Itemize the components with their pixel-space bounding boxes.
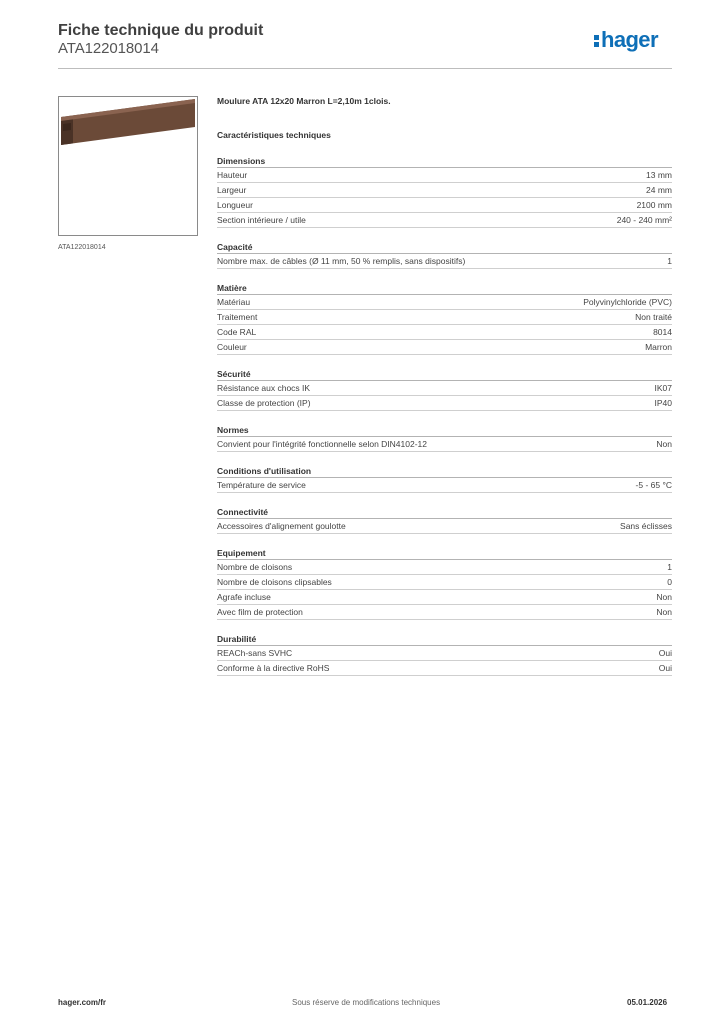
spec-section: [217, 633, 672, 676]
spec-sections: [217, 155, 672, 676]
section-title: Durabilité: [217, 633, 672, 646]
spec-row: [217, 396, 672, 411]
section-title: Capacité: [217, 241, 672, 254]
section-title: Conditions d'utilisation: [217, 465, 672, 478]
spec-value: IK07: [654, 383, 672, 393]
spec-row: [217, 478, 672, 493]
spec-value: 1: [667, 256, 672, 266]
spec-label: Convient pour l'intégrité fonctionnelle selon DIN4102-12: [217, 439, 428, 449]
spec-section: [217, 368, 672, 411]
spec-value: Polyvinylchloride (PVC): [583, 297, 672, 307]
spec-row: [217, 590, 672, 605]
spec-label: Classe de protection (IP): [217, 398, 311, 408]
spec-content: [217, 95, 672, 676]
spec-row: [217, 198, 672, 213]
section-title: Equipement: [217, 547, 672, 560]
spec-value: -5 - 65 °C: [635, 480, 672, 490]
spec-row: [217, 575, 672, 590]
spec-label: Avec film de protection: [217, 607, 303, 617]
spec-value: IP40: [654, 398, 672, 408]
spec-value: 0: [667, 577, 672, 587]
spec-row: [217, 340, 672, 355]
cable-trunking-icon: [59, 97, 197, 235]
section-title: Sécurité: [217, 368, 672, 381]
spec-row: [217, 560, 672, 575]
spec-label: Température de service: [217, 480, 306, 490]
spec-label: Traitement: [217, 312, 258, 322]
spec-value: 1: [667, 562, 672, 572]
spec-value: Oui: [658, 663, 672, 673]
footer-date: 05.01.2026: [627, 998, 668, 1007]
spec-section: [217, 547, 672, 620]
product-image: [58, 96, 198, 236]
spec-value: Non traité: [635, 312, 672, 322]
spec-row: [217, 646, 672, 661]
product-name: Moulure ATA 12x20 Marron L=2,10m 1clois.: [217, 96, 391, 106]
spec-value: Non: [656, 607, 672, 617]
spec-value: 13 mm: [646, 170, 672, 180]
section-title: Matière: [217, 282, 672, 295]
spec-value: 8014: [653, 327, 672, 337]
spec-row: [217, 519, 672, 534]
spec-row: [217, 661, 672, 676]
logo-text: hager: [601, 27, 658, 52]
logo-dots-icon: [594, 33, 600, 48]
spec-value: Marron: [645, 342, 672, 352]
spec-label: Longueur: [217, 200, 253, 210]
spec-label: Conforme à la directive RoHS: [217, 663, 330, 673]
spec-label: Code RAL: [217, 327, 257, 337]
footer-website-link[interactable]: hager.com/fr: [58, 998, 107, 1007]
spec-label: Matériau: [217, 297, 251, 307]
spec-value: 2100 mm: [636, 200, 672, 210]
spec-label: Section intérieure / utile: [217, 215, 306, 225]
spec-label: Largeur: [217, 185, 247, 195]
spec-row: [217, 213, 672, 228]
spec-value: Sans éclisses: [620, 521, 672, 531]
spec-value: Non: [656, 439, 672, 449]
spec-row: [217, 183, 672, 198]
section-title: Connectivité: [217, 506, 672, 519]
spec-label: Nombre max. de câbles (Ø 11 mm, 50 % remplis, sans dispositifs): [217, 256, 466, 266]
spec-section: [217, 465, 672, 493]
spec-section: [217, 282, 672, 355]
spec-row: [217, 437, 672, 452]
image-caption: ATA122018014: [58, 244, 106, 251]
page-title: Fiche technique du produit: [58, 22, 264, 39]
spec-row: [217, 295, 672, 310]
spec-value: Oui: [658, 648, 672, 658]
spec-value: 240 - 240 mm²: [616, 215, 672, 225]
product-reference: ATA122018014: [58, 40, 159, 57]
section-title: Normes: [217, 424, 672, 437]
spec-label: Hauteur: [217, 170, 248, 180]
spec-label: REACh-sans SVHC: [217, 648, 293, 658]
spec-section: [217, 506, 672, 534]
spec-row: [217, 605, 672, 620]
spec-row: [217, 168, 672, 183]
spec-value: 24 mm: [646, 185, 672, 195]
section-title: Dimensions: [217, 155, 672, 168]
spec-section: [217, 241, 672, 269]
spec-label: Nombre de cloisons: [217, 562, 293, 572]
spec-row: [217, 254, 672, 269]
spec-row: [217, 381, 672, 396]
header-divider: [58, 68, 672, 69]
spec-row: [217, 325, 672, 340]
spec-label: Agrafe incluse: [217, 592, 271, 602]
spec-label: Couleur: [217, 342, 247, 352]
characteristics-title: Caractéristiques techniques: [217, 130, 331, 140]
spec-section: [217, 155, 672, 228]
spec-row: [217, 310, 672, 325]
spec-value: Non: [656, 592, 672, 602]
footer-disclaimer: Sous réserve de modifications techniques: [292, 998, 441, 1007]
spec-section: [217, 424, 672, 452]
hager-logo[interactable]: [594, 27, 658, 53]
spec-label: Résistance aux chocs IK: [217, 383, 311, 393]
spec-label: Nombre de cloisons clipsables: [217, 577, 332, 587]
spec-label: Accessoires d'alignement goulotte: [217, 521, 346, 531]
